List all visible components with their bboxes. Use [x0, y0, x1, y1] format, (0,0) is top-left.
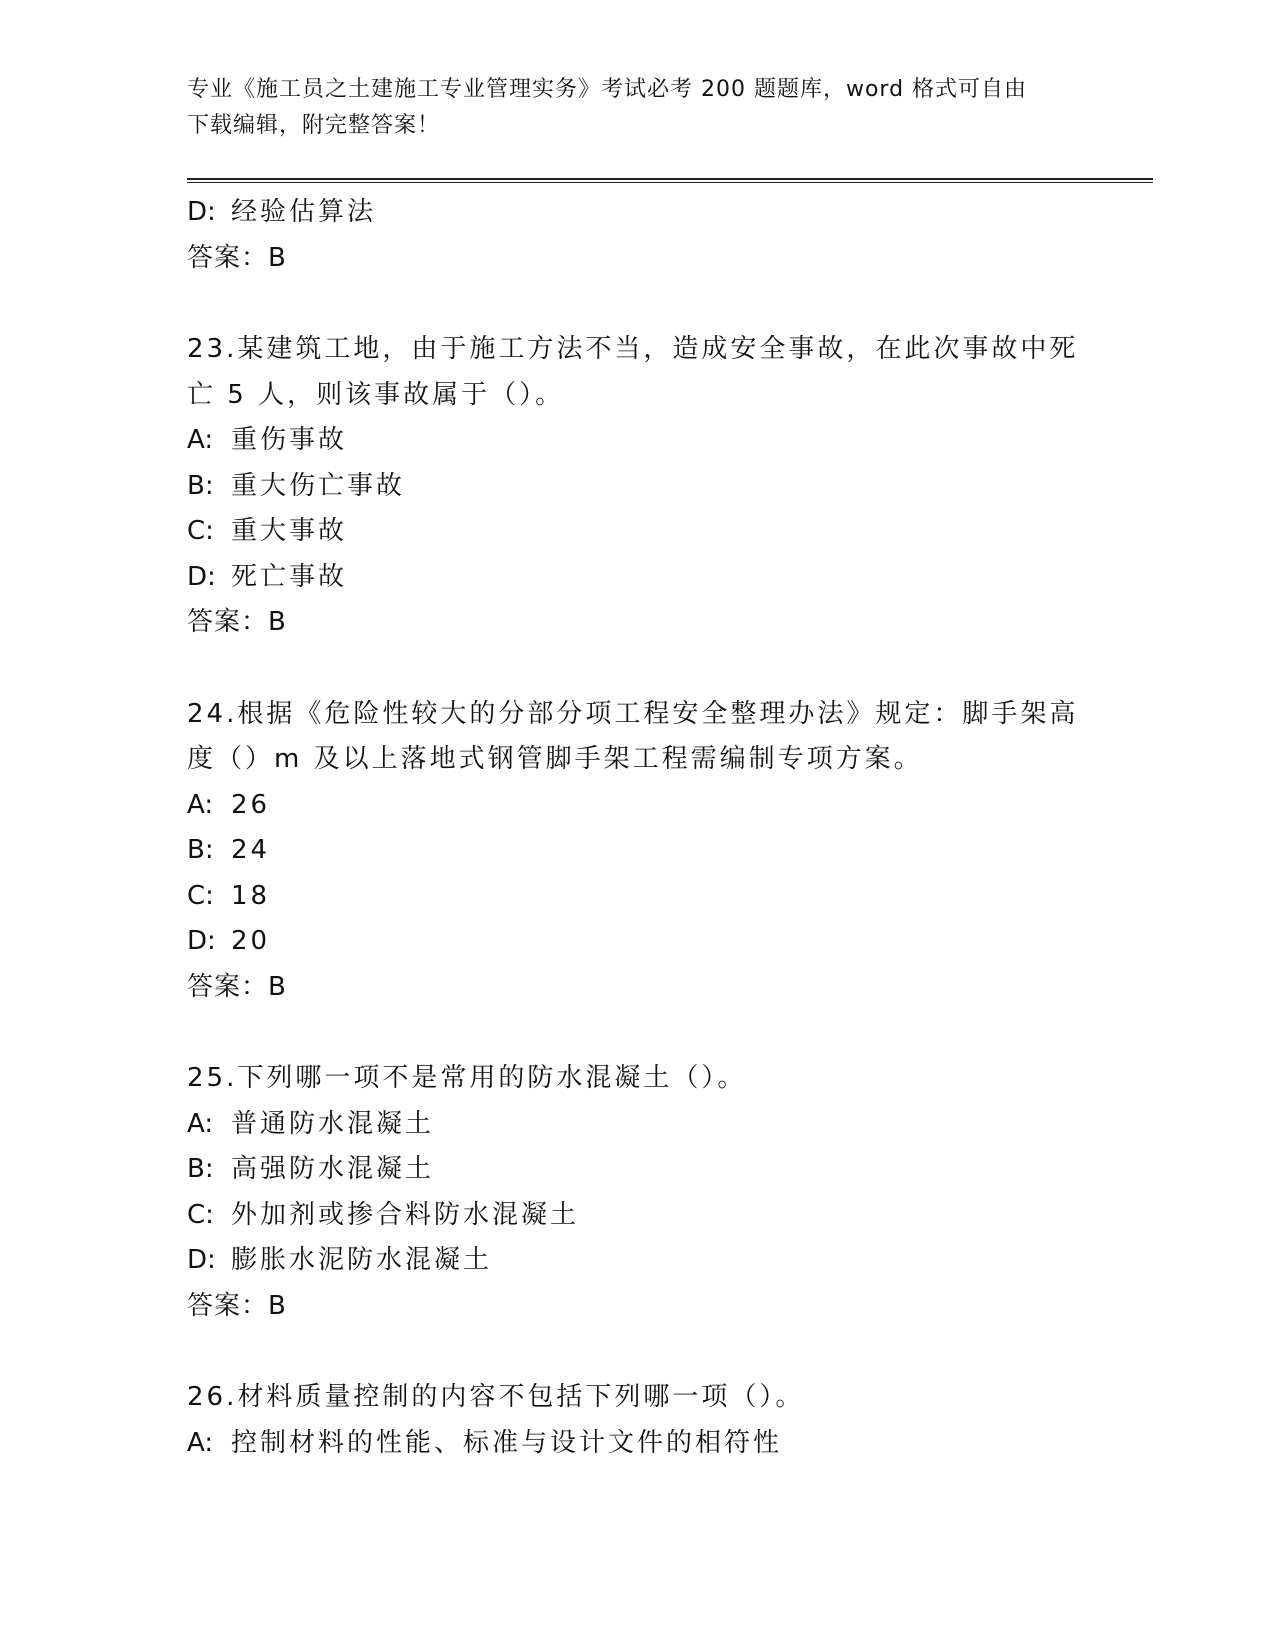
option-text: 18 — [231, 880, 271, 911]
option-a — [187, 1421, 1153, 1467]
option-a — [187, 783, 1153, 829]
option-c — [187, 874, 1153, 920]
option-c — [187, 1193, 1153, 1239]
option-d — [187, 1238, 1153, 1284]
question-23-line-1: 23.某建筑工地，由于施工方法不当，造成安全事故，在此次事故中死 — [187, 334, 1079, 364]
option-prefix: C: — [187, 880, 214, 911]
option-prefix: A: — [187, 1427, 214, 1458]
option-prefix: B: — [187, 1154, 214, 1184]
option-a — [187, 1102, 1153, 1148]
option-prefix: B: — [187, 835, 214, 865]
option-text: 重伤事故 — [231, 425, 348, 455]
option-d — [187, 555, 1153, 601]
answer: 答案：B — [187, 607, 287, 637]
option-b — [187, 828, 1153, 874]
document-body — [187, 190, 1153, 1466]
option-prefix: C: — [187, 516, 214, 546]
page-header — [187, 72, 1087, 144]
option-prefix: D: — [187, 1245, 216, 1275]
option-prefix: D: — [187, 926, 216, 956]
option-text: 重大事故 — [231, 516, 348, 546]
option-text: 26 — [231, 789, 271, 820]
question-24-line-2: 度（）m 及以上落地式钢管脚手架工程需编制专项方案。 — [187, 744, 923, 774]
option-prefix: B: — [187, 470, 214, 501]
option-text: 控制材料的性能、标准与设计文件的相符性 — [231, 1427, 783, 1458]
answer: 答案：B — [187, 242, 287, 273]
option-prefix: A: — [187, 1108, 214, 1139]
option-text: 经验估算法 — [231, 197, 377, 227]
option-prefix: C: — [187, 1199, 214, 1230]
option-b — [187, 1147, 1153, 1193]
option-text: 普通防水混凝土 — [231, 1108, 435, 1139]
option-text: 重大伤亡事故 — [231, 470, 406, 501]
option-text: 死亡事故 — [231, 561, 348, 592]
option-text: 高强防水混凝土 — [231, 1154, 435, 1184]
header-line-2: 下载编辑，附完整答案！ — [187, 113, 441, 138]
header-line-1: 专业《施工员之土建施工专业管理实务》考试必考 200 题题库，word 格式可自由 — [187, 77, 1028, 102]
header-rule-thin — [187, 182, 1153, 183]
option-c — [187, 509, 1153, 555]
option-prefix: A: — [187, 425, 214, 455]
option-prefix: D: — [187, 197, 216, 227]
question-26-line-1: 26.材料质量控制的内容不包括下列哪一项（）。 — [187, 1382, 805, 1412]
question-24-line-1: 24.根据《危险性较大的分部分项工程安全整理办法》规定：脚手架高 — [187, 698, 1079, 729]
option-d — [187, 190, 1153, 236]
header-rule-thick — [187, 178, 1153, 180]
option-a — [187, 418, 1153, 464]
option-prefix: A: — [187, 789, 214, 820]
option-prefix: D: — [187, 561, 216, 592]
answer: 答案：B — [187, 1290, 287, 1321]
answer: 答案：B — [187, 971, 287, 1002]
option-b — [187, 464, 1153, 510]
option-text: 24 — [231, 835, 271, 865]
option-d — [187, 919, 1153, 965]
option-text: 20 — [231, 926, 271, 956]
option-text: 膨胀水泥防水混凝土 — [231, 1245, 493, 1275]
option-text: 外加剂或掺合料防水混凝土 — [231, 1199, 580, 1230]
question-23-line-2: 亡 5 人，则该事故属于（）。 — [187, 379, 565, 410]
question-25-line-1: 25.下列哪一项不是常用的防水混凝土（）。 — [187, 1063, 747, 1093]
